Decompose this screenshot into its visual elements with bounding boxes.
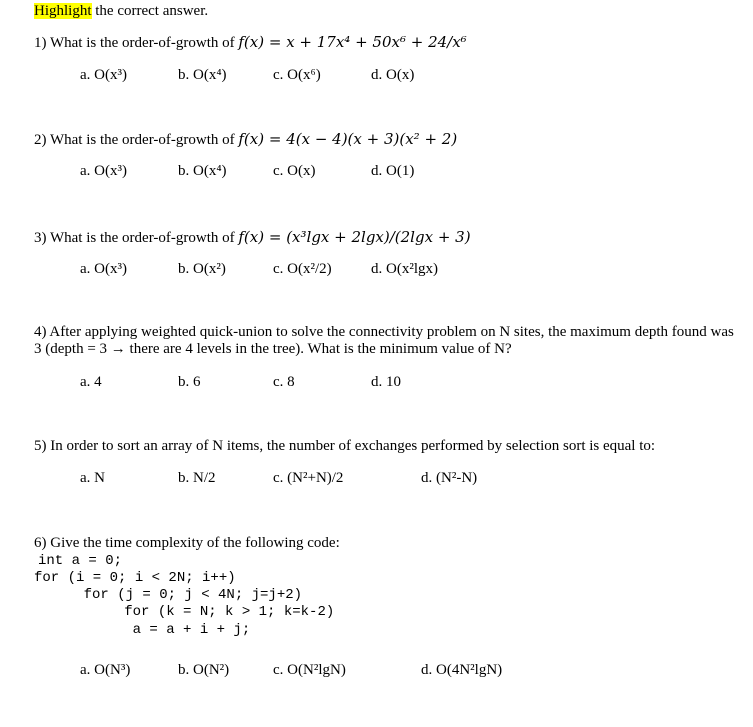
question-4-text: 4) After applying weighted quick-union to solve the connectivity problem on N sites, the maximum depth found was 3 (depth = 3 → there are 4 levels in the tree). What is the minimum value of N? [34,324,734,357]
question-1-text: 1) What is the order-of-growth of [34,35,239,51]
q2-option-b: b. O(x⁴) [178,163,227,179]
instruction-highlight-word: Highlight [34,3,92,19]
q1-option-d: d. O(x) [371,67,415,83]
question-2-text: 2) What is the order-of-growth of [34,132,239,148]
q2-option-c: c. O(x) [273,163,316,179]
q5-option-b: b. N/2 [178,470,216,486]
q2-option-a: a. O(x³) [80,163,127,179]
code-line-5: a = a + i + j; [57,622,251,638]
q6-option-d: d. O(4N²lgN) [421,662,503,678]
q1-option-c: c. O(x⁶) [273,67,321,83]
q6-option-b: b. O(N²) [178,662,230,678]
question-2 [34,131,457,149]
code-line-4: for (k = N; k > 1; k=k-2) [57,604,335,620]
instruction [34,3,208,20]
q1-option-a: a. O(x³) [80,67,127,83]
code-line-3: for (j = 0; j < 4N; j=j+2) [50,587,303,603]
q5-option-a: a. N [80,470,105,486]
question-5-text: 5) In order to sort an array of N items, the number of exchanges performed by selection sort is equal to: [34,438,656,454]
q4-option-c: c. 8 [273,374,295,390]
code-line-1: int a = 0; [38,553,123,569]
code-line-2: for (i = 0; i < 2N; i++) [34,570,236,586]
question-2-formula: f(x) = 4(x − 4)(x + 3)(x² + 2) [238,130,458,148]
instruction-rest: the correct answer. [91,3,209,19]
q4-option-d: d. 10 [371,374,401,390]
question-3-text: 3) What is the order-of-growth of [34,230,239,246]
q3-option-d: d. O(x²lgx) [371,261,438,277]
q2-option-d: d. O(1) [371,163,415,179]
q3-option-c: c. O(x²/2) [273,261,332,277]
q6-option-a: a. O(N³) [80,662,131,678]
q5-option-d: d. (N²-N) [421,470,478,486]
q1-option-b: b. O(x⁴) [178,67,227,83]
q4-option-a: a. 4 [80,374,102,390]
question-3-formula: f(x) = (x³lgx + 2lgx)/(2lgx + 3) [238,228,471,246]
q4-option-b: b. 6 [178,374,201,390]
question-6-text: 6) Give the time complexity of the following code: [34,535,340,551]
question-3 [34,229,471,247]
q5-option-c: c. (N²+N)/2 [273,470,344,486]
q3-option-a: a. O(x³) [80,261,127,277]
question-1 [34,34,467,52]
q6-option-c: c. O(N²lgN) [273,662,346,678]
question-1-formula: f(x) = x + 17x⁴ + 50x⁶ + 24/x⁶ [238,33,467,51]
q3-option-b: b. O(x²) [178,261,226,277]
